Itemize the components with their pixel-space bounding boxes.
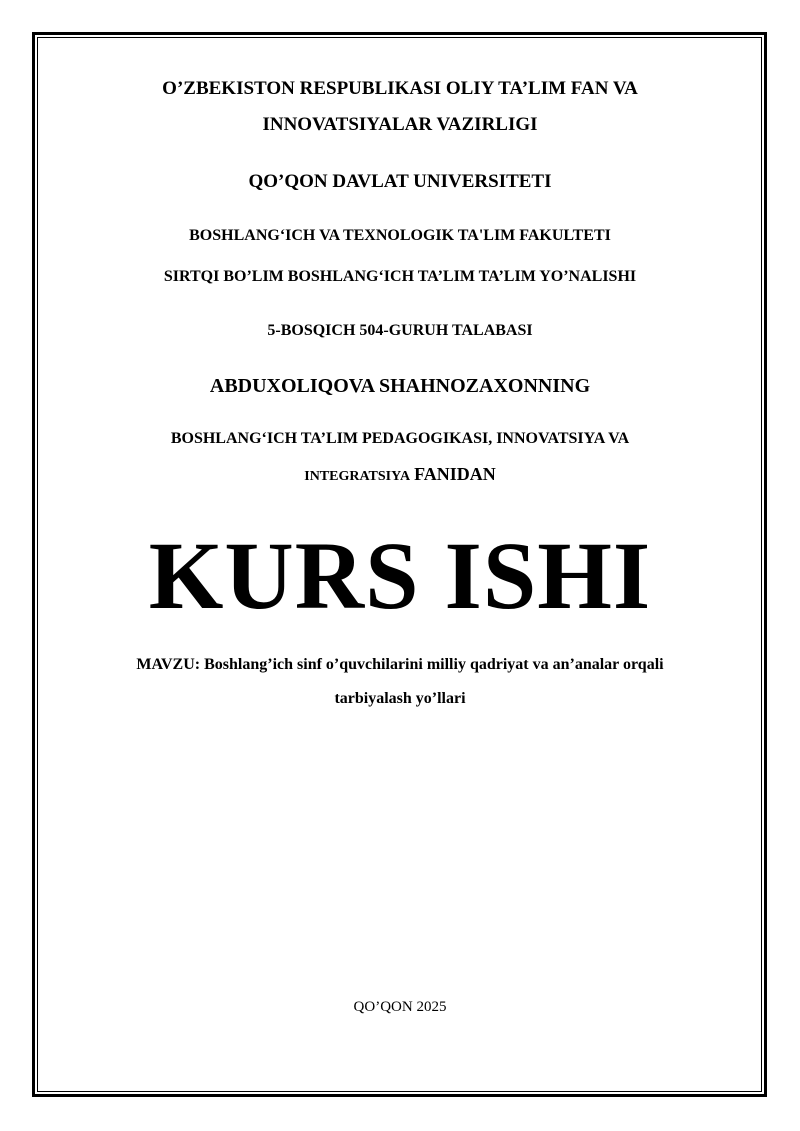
ministry-line-2: INNOVATSIYALAR VAZIRLIGI [262,114,538,135]
subject-fanidan: FANIDAN [414,464,496,484]
student-group: 5-BOSQICH 504-GURUH TALABASI [267,322,533,339]
faculty-name: BOSHLANG‘ICH VA TEXNOLOGIK TA'LIM FAKULTETI [189,227,611,244]
footer-place-year: QO’QON 2025 [353,999,447,1015]
department-name: SIRTQI BO’LIM BOSHLANG‘ICH TA’LIM TA’LIM YO’NALISHI [163,268,637,285]
university-name: QO’QON DAVLAT UNIVERSITETI [248,171,552,192]
subject-integration: INTEGRATSIYA [304,469,411,484]
student-name: ABDUXOLIQOVA SHAHNOZAXONNING [209,375,591,397]
subject-line-1: BOSHLANG‘ICH TA’LIM PEDAGOGIKASI, INNOVATSIYA VA [170,430,630,447]
topic-line-2: tarbiyalash yo’llari [334,690,466,707]
topic-line-1: MAVZU: Boshlang’ich sinf o’quvchilarini milliy qadriyat va an’analar orqali [136,656,664,673]
subject-line-2 [0,464,800,485]
ministry-line-1: O’ZBEKISTON RESPUBLIKASI OLIY TA’LIM FAN VA [162,78,638,99]
document-title: KURS ISHI [148,522,652,629]
